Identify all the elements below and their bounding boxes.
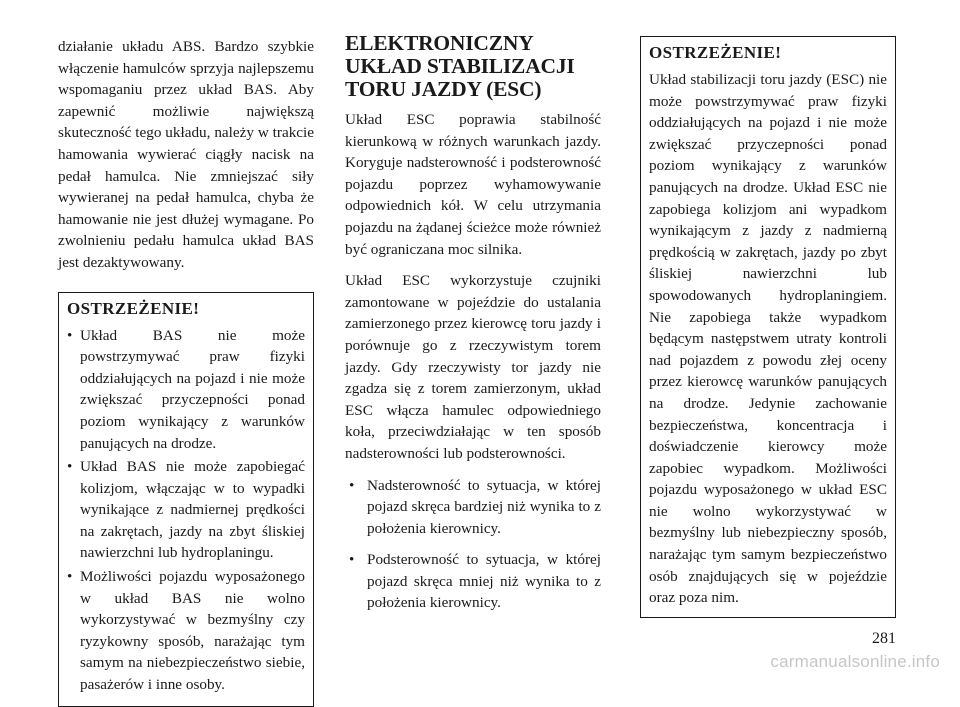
watermark: carmanualsonline.info [770,652,940,671]
bas-warning-title: OSTRZEŻENIE! [67,298,200,318]
bas-warning-item: • Układ BAS nie może powstrzymywać praw fizyki oddziałujących na pojazd i nie może zwiększać przyczepności ponad poziom wynikający z warunków panujących na drodze. [67,325,305,455]
esc-section-heading: ELEKTRONICZNY UKŁAD STABILIZACJI TORU JAZDY (ESC) [345,31,575,101]
esc-paragraph: Układ ESC wykorzystuje czujniki zamontowane w pojeździe do ustalania zamierzonego przez kierowcę toru jazdy i porównuje go z rzeczywistym torem jazdy. Gdy rzeczywisty tor jazdy nie zgadza się z torem zamierzonym, układ ESC włącza hamulec odpowiedniego koła, przeciwdziałając w ten sposób nadsterowności lub podsterowności. [345,272,601,462]
bas-warning-item: • Możliwości pojazdu wyposażonego w układ BAS nie wolno wykorzystywać w bezmyślny czy ryzykowny sposób, narażając tym samym na niebezpieczeństwo siebie, pasażerów i inne osoby. [67,566,305,696]
bas-warning-list [67,325,305,696]
esc-warning-title: OSTRZEŻENIE! [649,43,782,62]
bas-intro-paragraph: działanie układu ABS. Bardzo szybkie włączenie hamulców sprzyja najlepszemu wspomaganiu przez układ BAS. Aby zapewnić możliwie największą skuteczność tego układu, należy w trakcie hamowania wywierać ciągły nacisk na pedał hamulca. Nie zmniejszać siły wywieranej na pedał hamulca, chyba że hamowanie nie jest dłużej wymagane. Po zwolnieniu pedału hamulca układ BAS jest dezaktywowany. [58,38,314,271]
bas-warning-box [58,292,314,707]
right-column [640,36,896,618]
esc-paragraph: Układ ESC poprawia stabilność kierunkową w różnych warunkach jazdy. Koryguje nadsterowność i podsterowność pojazdu poprzez wyhamowywanie odpowiednich kół. W celu utrzymania pojazdu na żądanej ścieżce może również być ograniczana moc silnika. [345,111,601,258]
esc-warning-text: Układ stabilizacji toru jazdy (ESC) nie może powstrzymywać praw fizyki oddziałujących na pojazd i nie może zwiększać przyczepności ponad poziom wynikający z warunków panujących na drodze. Układ ESC nie zapobiega kolizjom ani wypadkom wynikającym z jazdy z nadmierną prędkością w zakrętach, jazdy po zbyt śliskiej nawierzchni lub spowodowanych hydroplaningiem. Nie zapobiega także wypadkom będącym następstwem utraty kontroli nad pojazdem z powodu złej oceny przez kierowcę warunków panujących na drodze. Jedynie zachowanie bezpieczeństwa, koncentracja i doświadczenie kierowcy może zapobiec wypadkom. Możliwości pojazdu wyposażonego w układ ESC nie wolno wykorzystywać w bezmyślny lub niebezpieczny sposób, narażając tym samym bezpieczeństwo osób znajdujących się w pojeździe oraz poza nim. [649,71,887,607]
middle-column [345,32,601,624]
left-column [58,36,314,707]
esc-definition-item: • Podsterowność to sytuacja, w której pojazd skręca mniej niż wynika to z położenia kierownicy. [345,549,601,614]
esc-definition-list [345,475,601,615]
esc-definition-item: • Nadsterowność to sytuacja, w której pojazd skręca bardziej niż wynika to z położenia kierownicy. [345,475,601,540]
page-number: 281 [872,630,896,647]
esc-warning-box [640,36,896,618]
bas-warning-item: • Układ BAS nie może zapobiegać kolizjom, włączając w to wypadki wynikające z nadmiernej prędkości na zakrętach, jazdy na zbyt śliskiej nawierzchni lub hydroplaningu. [67,456,305,564]
